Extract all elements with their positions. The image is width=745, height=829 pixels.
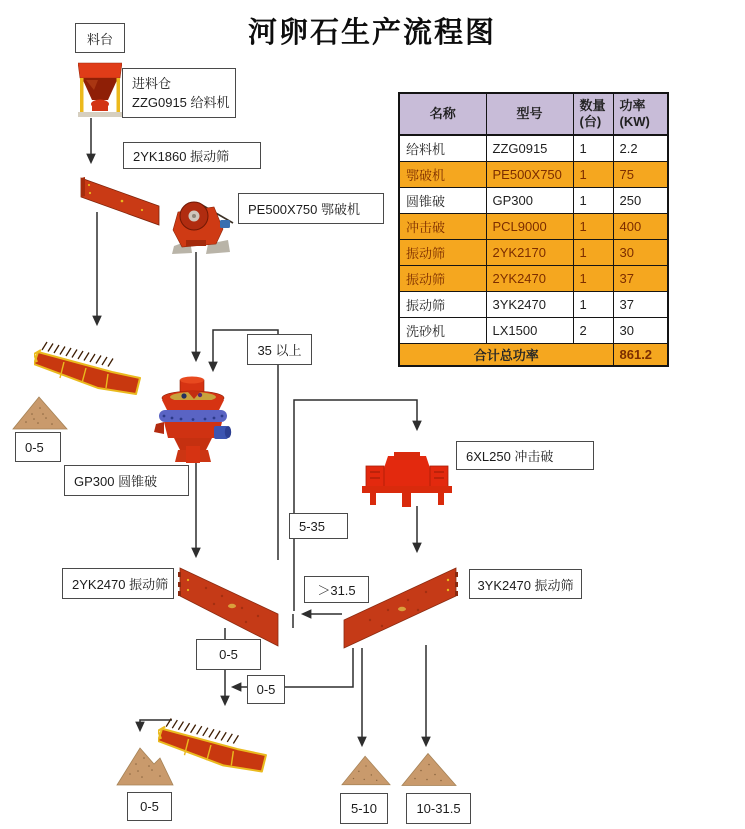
node-out-10-31-5: 10-31.5 (406, 793, 471, 824)
jaw-crusher-icon (156, 196, 236, 258)
table-row: 振动筛 3YK2470 1 37 (399, 292, 668, 318)
node-fines-0-5-b: 0-5 (196, 639, 261, 670)
table-row: 鄂破机 PE500X750 1 75 (399, 162, 668, 188)
table-row: 圆锥破 GP300 1 250 (399, 188, 668, 214)
node-screen1: 2YK1860 振动筛 (123, 142, 261, 169)
feed-bin-line1: 进料仓 (132, 75, 172, 91)
node-screen2: 2YK2470 振动筛 (62, 568, 174, 599)
equipment-table (398, 92, 669, 367)
sand-washer1-icon (34, 338, 144, 398)
sand-pile-0-5-bottom-icon (116, 744, 174, 786)
total-label: 合计总功率 (399, 344, 613, 367)
sand-pile-10-31-5-icon (401, 752, 457, 787)
table-total-row (399, 344, 668, 367)
table-row: 振动筛 2YK2470 1 37 (399, 266, 668, 292)
sand-pile-0-5-left-icon (12, 396, 68, 430)
node-out-5-10: 5-10 (340, 793, 388, 824)
node-feed-bin (122, 68, 236, 118)
table-row: 冲击破 PCL9000 1 400 (399, 214, 668, 240)
impact-crusher-icon (358, 448, 456, 510)
vibrating-screen1-icon (80, 168, 166, 238)
col-header-qty: 数量 (台) (573, 93, 613, 135)
node-over-31-5: ＞31.5 (304, 576, 369, 603)
sand-pile-5-10-icon (341, 754, 391, 787)
node-screen3: 3YK2470 振动筛 (469, 569, 582, 599)
node-fines-0-5-c: 0-5 (247, 675, 285, 704)
node-fines-0-5-a: 0-5 (15, 432, 61, 462)
col-header-power: 功率 (KW) (613, 93, 668, 135)
total-value: 861.2 (613, 344, 668, 367)
table-header-row (399, 93, 668, 135)
feed-hopper-icon (78, 60, 122, 118)
node-cone-crusher: GP300 圆锥破 (64, 465, 189, 496)
col-header-name: 名称 (399, 93, 486, 135)
node-impact-crusher: 6XL250 冲击破 (456, 441, 594, 470)
table-row: 振动筛 2YK2170 1 30 (399, 240, 668, 266)
node-jaw-crusher: PE500X750 鄂破机 (238, 193, 384, 224)
cone-crusher-icon (148, 372, 238, 464)
table-row: 给料机 ZZG0915 1 2.2 (399, 135, 668, 162)
col-header-model: 型号 (486, 93, 573, 135)
node-fines-0-5-d: 0-5 (127, 792, 172, 821)
node-5-35: 5-35 (289, 513, 348, 539)
node-over-35: 35 以上 (247, 334, 312, 365)
page-title: 河卵石生产流程图 (248, 17, 497, 49)
feed-bin-line2: ZZG0915 给料机 (132, 95, 230, 110)
sand-washer2-icon (158, 714, 270, 776)
table-row: 洗砂机 LX1500 2 30 (399, 318, 668, 344)
node-material-platform: 料台 (75, 23, 125, 53)
